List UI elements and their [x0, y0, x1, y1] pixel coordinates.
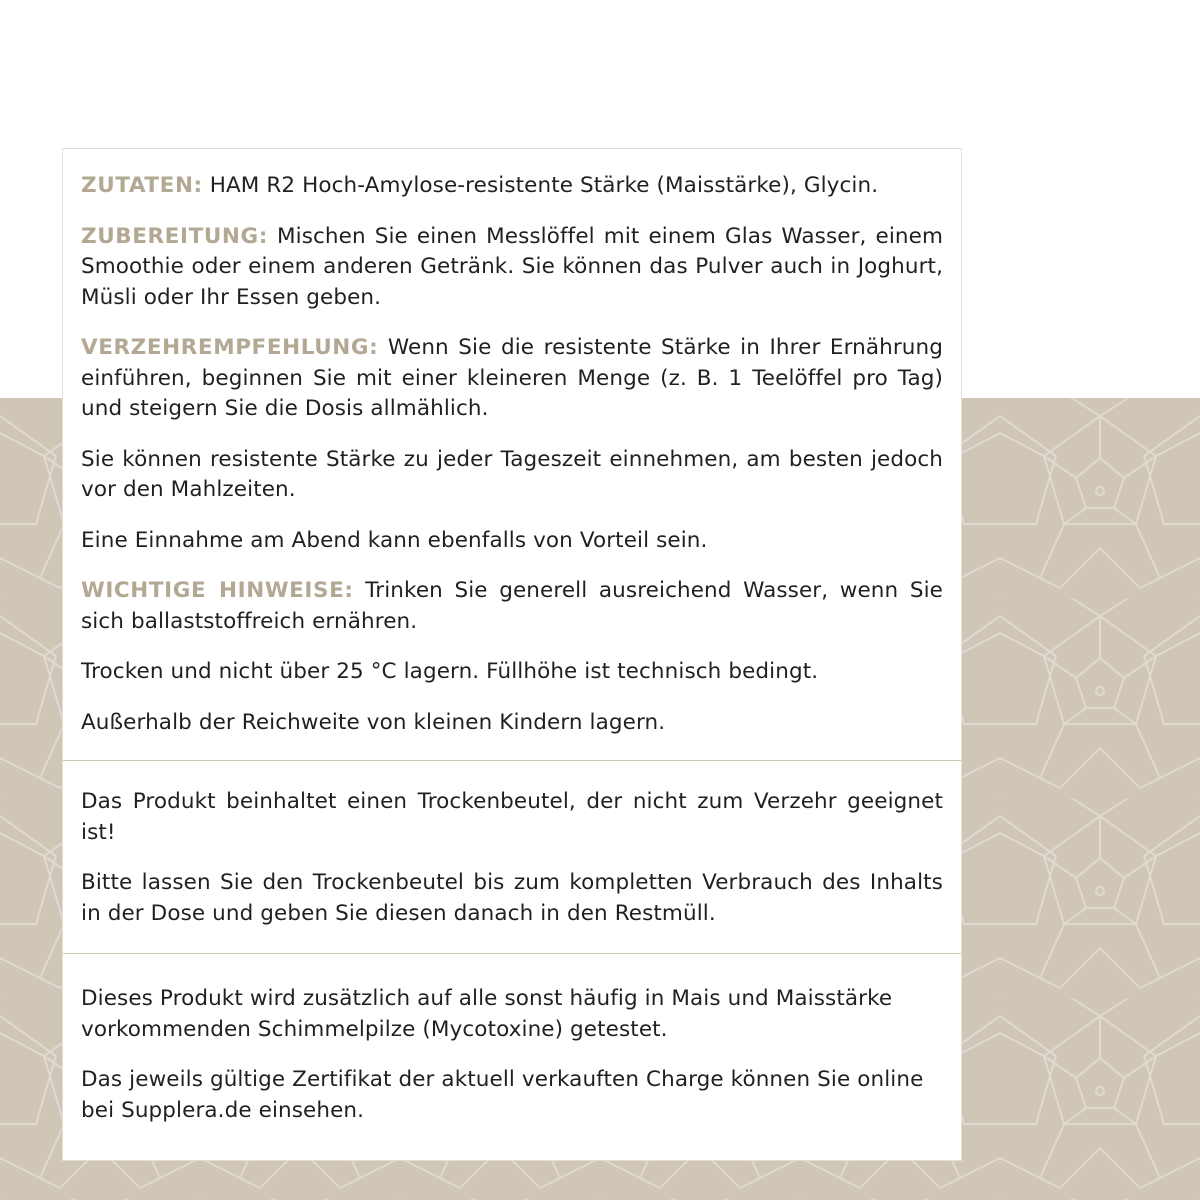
text-verzehrempfehlung: Wenn Sie die resistente Stärke in Ihrer Ernährung einführen, beginnen Sie mit einer kleineren Menge (z. B. 1 Teelöffel pro Tag) und steigern Sie die Dosis allmählich.	[81, 335, 944, 422]
text-mycotoxine: Dieses Produkt wird zusätzlich auf alle sonst häufig in Mais und Maisstärke vorkommenden Schimmelpilze (Mycotoxine) getestet.	[81, 986, 893, 1042]
section-usage	[63, 149, 961, 760]
paragraph-wichtige-hinweise	[81, 576, 943, 637]
heading-wichtige-hinweise: WICHTIGE HINWEISE:	[81, 578, 354, 604]
section-testing-certificate	[63, 953, 961, 1160]
paragraph-abend	[81, 526, 943, 557]
product-label-card	[62, 148, 962, 1161]
text-trockenbeutel-warnung: Das Produkt beinhaltet einen Trockenbeutel, der nicht zum Verzehr geeignet ist!	[81, 789, 943, 845]
text-kinder: Außerhalb der Reichweite von kleinen Kindern lagern.	[81, 709, 666, 735]
text-tageszeit: Sie können resistente Stärke zu jeder Tageszeit einnehmen, am besten jedoch vor den Mahlzeiten.	[81, 446, 943, 503]
paragraph-kinder	[81, 708, 943, 739]
paragraph-zertifikat	[81, 1065, 943, 1126]
text-abend: Eine Einnahme am Abend kann ebenfalls von Vorteil sein.	[81, 527, 708, 553]
paragraph-trockenbeutel-warnung	[81, 787, 943, 848]
text-lagerung: Trocken und nicht über 25 °C lagern. Füllhöhe ist technisch bedingt.	[81, 659, 819, 685]
text-trockenbeutel-entsorgung: Bitte lassen Sie den Trockenbeutel bis zum kompletten Verbrauch des Inhalts in der Dose und geben Sie diesen danach in den Restmüll.	[81, 870, 943, 926]
text-zutaten: HAM R2 Hoch-Amylose-resistente Stärke (Maisstärke), Glycin.	[209, 173, 879, 198]
section-desiccant-warning	[63, 760, 961, 953]
text-zubereitung: Mischen Sie einen Messlöffel mit einem Glas Wasser, einem Smoothie oder einem anderen Getränk. Sie können das Pulver auch in Joghurt, Müsli oder Ihr Essen geben.	[81, 223, 943, 310]
paragraph-lagerung	[81, 657, 943, 688]
paragraph-mycotoxine	[81, 984, 943, 1045]
heading-zutaten: ZUTATEN:	[81, 173, 203, 198]
paragraph-tageszeit	[81, 445, 943, 506]
paragraph-trockenbeutel-entsorgung	[81, 868, 943, 929]
paragraph-zutaten	[81, 171, 943, 202]
heading-zubereitung: ZUBEREITUNG:	[81, 223, 268, 249]
heading-verzehrempfehlung: VERZEHREMPFEHLUNG:	[81, 335, 379, 361]
text-wichtige-hinweise: Trinken Sie generell ausreichend Wasser, wenn Sie sich ballaststoffreich ernähren.	[81, 578, 943, 634]
paragraph-verzehrempfehlung	[81, 333, 943, 425]
text-zertifikat: Das jeweils gültige Zertifikat der aktuell verkauften Charge können Sie online bei Supplera.de einsehen.	[81, 1067, 924, 1123]
paragraph-zubereitung	[81, 222, 943, 314]
